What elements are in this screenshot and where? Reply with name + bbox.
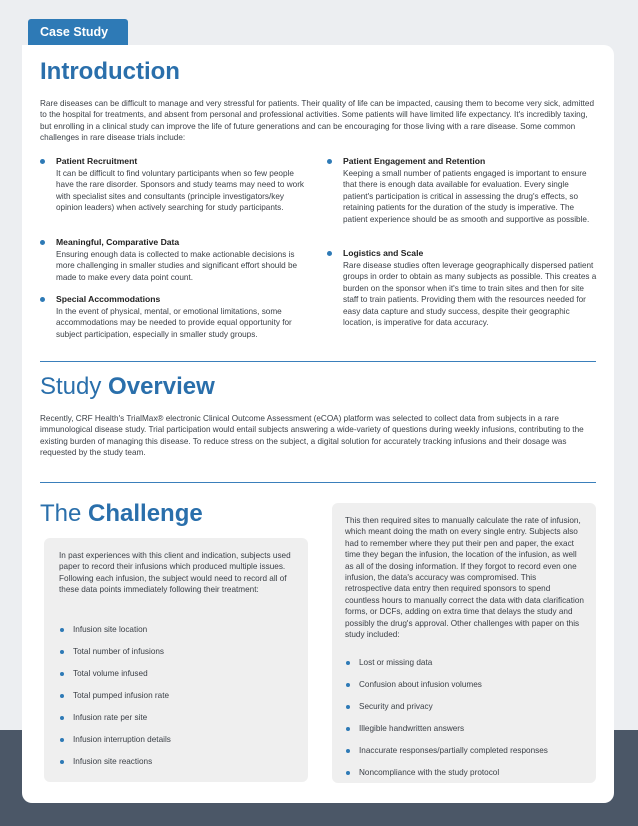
- intro-paragraph: Rare diseases can be difficult to manage and very stressful for patients. Their quality of life can be impacted, causing them to become very sick, admitted to the hospital for treatments, and absent from personal and professional activities. Some patients will have limited life expectancy. It's incredibly taxing, but enrolling in a clinical study can improve the life of future generations and can be encouraging for those living with a rare disease. Some common challenges in rare disease trials include:: [40, 99, 594, 143]
- overview-heading-light: Study: [40, 373, 109, 400]
- challenge-right-box: This then required sites to manually calculate the rate of infusion, which meant doing the math on every single entry. Subjects also had to remember where they put their pen and paper, the exact time they began the infusion, the location of the infusion, as well as all of the dosing information. If they forgot to record even one infusion, the data's accuracy was compromised. This retrospective data entry then required sponsors to spend countless hours to manually correct the data with data clarification forms, or DCFs, adding on extra time that delays the study and possibly the drug's approval. Other challenges with paper on this study included: Lost or missing data Confusion about infusion volumes Security and privacy Illegible handwritten answers Inaccurate responses/partially completed responses Noncompliance with the study protocol: [332, 503, 596, 783]
- bullet-body: It can be difficult to find voluntary participants when so few people have the rare disorder. Sponsors and study teams may need to work with specialist sites and consultants (principle investigators/key opinion leaders) when actively searching for study participants.: [56, 169, 305, 213]
- challenge-right-intro: This then required sites to manually calculate the rate of infusion, which meant doing the math on every single entry. Subjects also had to remember where they put their pen and paper, the exact time they began the infusion, the location of the infusion, as well as all of the dosing information. If they forgot to record even one infusion, the data's accuracy was compromised. This retrospective data entry then required sponsors to spend countless hours to manually correct the data with data clarification forms, or DCFs, adding on extra time that delays the study and possibly the drug's approval. Other challenges with paper on this study included:: [345, 516, 584, 640]
- bullet-body: Ensuring enough data is collected to make actionable decisions is more challenging in smaller studies and significant effort should be made to make every data point count.: [56, 250, 298, 282]
- overview-heading-bold: Overview: [108, 373, 215, 400]
- challenge-heading: [40, 500, 203, 528]
- bullet-title: Special Accommodations: [56, 294, 161, 304]
- bullet-body: Keeping a small number of patients engaged is important to ensure that there is enough data available for evaluation. Every single patient's participation is critical in assessing the drug's effects, so retaining patients for the duration of the study is imperative. The patient experience should be as smooth and supportive as possible.: [343, 169, 590, 224]
- content-card: [22, 45, 614, 803]
- bullet-dot: [327, 251, 332, 256]
- bullet-dot: [40, 159, 45, 164]
- bullet-body: In the event of physical, mental, or emotional limitations, some accommodations may be needed to provide equal opportunity for subject participation, especially in smaller study groups.: [56, 307, 292, 339]
- intro-heading: Introduction: [40, 58, 180, 85]
- divider: [40, 482, 596, 483]
- case-study-tab: Case Study: [28, 19, 128, 45]
- bullet-title: Meaningful, Comparative Data: [56, 237, 180, 247]
- overview-paragraph: Recently, CRF Health's TrialMax® electronic Clinical Outcome Assessment (eCOA) platform was selected to collect data from subjects in a rare immunological disease study. Trial participation would entail subjects answering a wide-variety of questions during weekly infusions, contributing to the existing burden of managing this disease. To reduce stress on the subject, a digital solution for accurately tracking infusions and their dosage was requested by the study team.: [40, 414, 584, 458]
- bullet-dot: [40, 240, 45, 245]
- bullet-title: Logistics and Scale: [343, 248, 424, 258]
- bullet-title: Patient Engagement and Retention: [343, 156, 486, 166]
- bullet-body: Rare disease studies often leverage geographically dispersed patient groups in order to obtain as many subjects as possible. This creates a burden on the sponsor when it's time to train sites and then for site staff to train patients. Providing them with the resources needed for easy data capture and study success, despite their geographic location, is imperative for data accuracy.: [343, 261, 597, 328]
- overview-heading: [40, 373, 215, 401]
- bullet-dot: [40, 297, 45, 302]
- divider: [40, 361, 596, 362]
- challenge-heading-light: The: [40, 500, 89, 527]
- challenge-heading-bold: Challenge: [88, 500, 203, 527]
- bullet-title: Patient Recruitment: [56, 156, 138, 166]
- challenge-left-box: In past experiences with this client and indication, subjects used paper to record their infusions which produced multiple issues. Following each infusion, the subject would need to record all of these data points immediately following their treatment: Infusion site location Total number of infusions Total volume infused Total pumped infusion rate Infusion rate per site Infusion interruption details Infusion site reactions: [44, 538, 308, 782]
- challenge-left-intro: In past experiences with this client and indication, subjects used paper to record their infusions which produced multiple issues. Following each infusion, the subject would need to record all of these data points immediately following their treatment:: [59, 551, 291, 595]
- bullet-dot: [327, 159, 332, 164]
